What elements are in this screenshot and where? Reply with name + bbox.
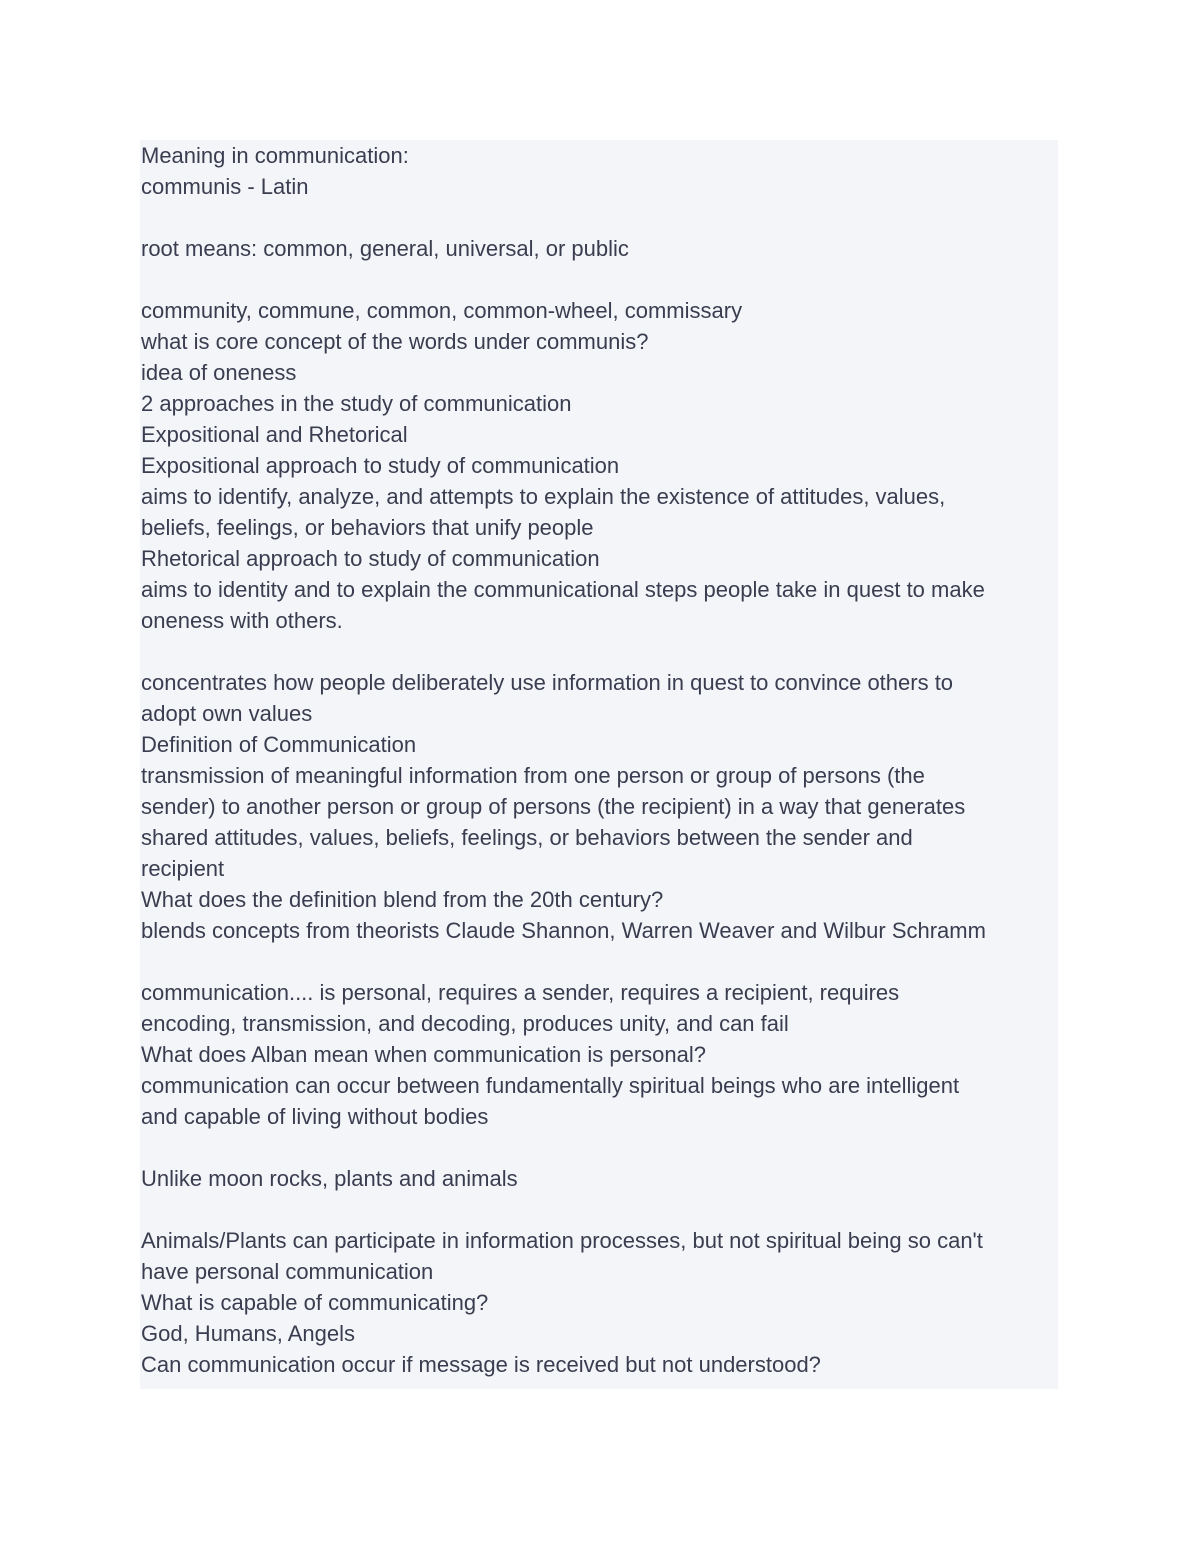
text-line: communication.... is personal, requires a sender, requires a recipient, requires	[141, 980, 900, 1005]
text-line: Meaning in communication:	[141, 143, 409, 168]
text-line: 2 approaches in the study of communication	[141, 391, 572, 416]
blank-line	[141, 202, 1058, 233]
text-line: What is capable of communicating?	[141, 1290, 489, 1315]
text-line: what is core concept of the words under communis?	[141, 329, 649, 354]
text-line: community, commune, common, common-wheel, commissary	[141, 298, 743, 323]
text-line: Rhetorical approach to study of communication	[141, 546, 600, 571]
text-line: shared attitudes, values, beliefs, feelings, or behaviors between the sender and	[141, 825, 913, 850]
blank-line	[141, 946, 1058, 977]
blank-line	[141, 636, 1058, 667]
text-line: oneness with others.	[141, 608, 343, 633]
text-line: root means: common, general, universal, or public	[141, 236, 629, 261]
blank-line	[141, 1194, 1058, 1225]
text-line: God, Humans, Angels	[141, 1321, 356, 1346]
text-line: communis - Latin	[141, 174, 309, 199]
text-line: Expositional approach to study of communication	[141, 453, 620, 478]
text-line: adopt own values	[141, 701, 313, 726]
blank-line	[141, 1132, 1058, 1163]
text-line: Animals/Plants can participate in information processes, but not spiritual being so can't	[141, 1228, 983, 1253]
text-line: and capable of living without bodies	[141, 1104, 489, 1129]
text-line: sender) to another person or group of persons (the recipient) in a way that generates	[141, 794, 966, 819]
text-line: Unlike moon rocks, plants and animals	[141, 1166, 518, 1191]
text-line: beliefs, feelings, or behaviors that unify people	[141, 515, 594, 540]
text-line: Definition of Communication	[141, 732, 417, 757]
text-line: aims to identity and to explain the communicational steps people take in quest to make	[141, 577, 985, 602]
text-line: blends concepts from theorists Claude Shannon, Warren Weaver and Wilbur Schramm	[141, 918, 986, 943]
text-line: Expositional and Rhetorical	[141, 422, 408, 447]
text-line: Can communication occur if message is received but not understood?	[141, 1352, 821, 1377]
text-line: communication can occur between fundamentally spiritual beings who are intelligent	[141, 1073, 960, 1098]
blank-line	[141, 264, 1058, 295]
text-line: idea of oneness	[141, 360, 297, 385]
text-line: recipient	[141, 856, 225, 881]
text-line: concentrates how people deliberately use information in quest to convince others to	[141, 670, 954, 695]
text-line: aims to identify, analyze, and attempts to explain the existence of attitudes, values,	[141, 484, 946, 509]
text-line: transmission of meaningful information from one person or group of persons (the	[141, 763, 925, 788]
text-line: What does Alban mean when communication is personal?	[141, 1042, 706, 1067]
notes-text-block	[140, 140, 1058, 1389]
text-line: encoding, transmission, and decoding, produces unity, and can fail	[141, 1011, 789, 1036]
text-line: have personal communication	[141, 1259, 434, 1284]
text-line: What does the definition blend from the 20th century?	[141, 887, 664, 912]
